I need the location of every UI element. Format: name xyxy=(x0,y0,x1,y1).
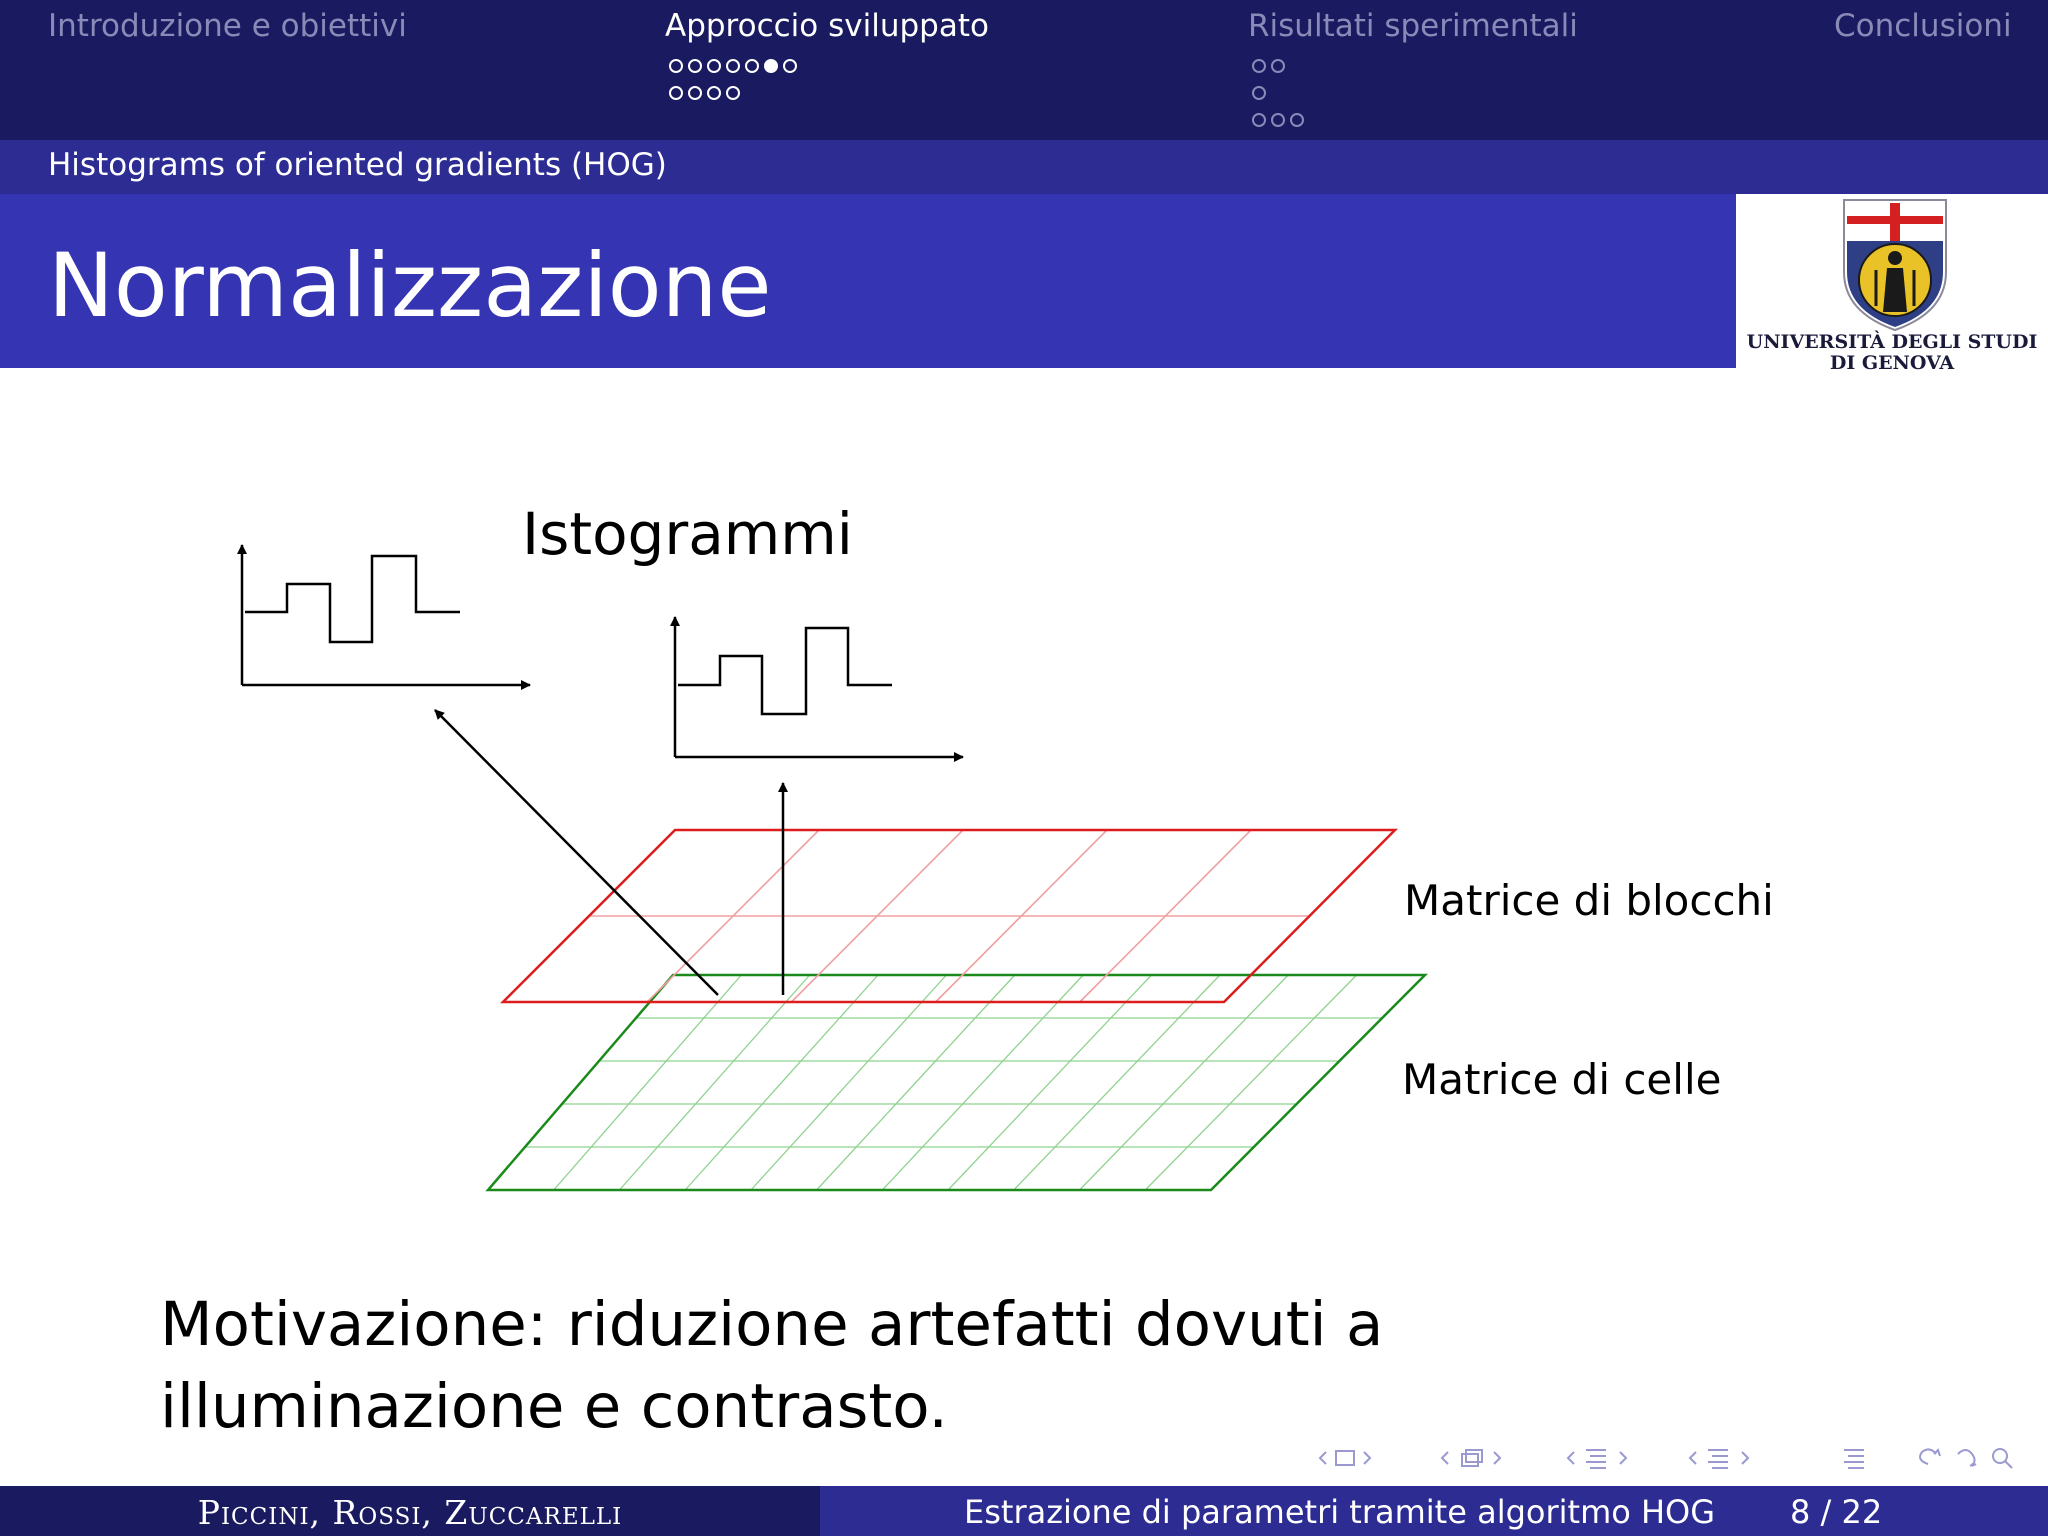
histogram-2 xyxy=(675,617,963,757)
document-navigation-icon[interactable] xyxy=(1690,1450,1748,1468)
cell-matrix xyxy=(488,975,1425,1190)
cell-matrix-label: Matrice di celle xyxy=(1402,1055,1722,1104)
histogram-1 xyxy=(242,545,530,685)
section-navigation-icon[interactable] xyxy=(1568,1450,1626,1468)
nav-section-approccio[interactable]: Approccio sviluppato xyxy=(665,8,989,44)
subsection-title: Histograms of oriented gradients (HOG) xyxy=(48,147,667,183)
frame-title: Normalizzazione xyxy=(48,234,772,337)
nav-section-introduzione[interactable]: Introduzione e obiettivi xyxy=(48,8,407,44)
footer-authors: Piccini, Rossi, Zuccarelli xyxy=(197,1493,623,1532)
appendix-icon[interactable] xyxy=(1844,1450,1864,1468)
histograms-label: Istogrammi xyxy=(522,500,853,568)
back-forward-search-icon[interactable] xyxy=(1920,1449,2012,1468)
cell-grid-line xyxy=(948,975,1151,1190)
nav-section-risultati[interactable]: Risultati sperimentali xyxy=(1248,8,1578,44)
university-name-line1: UNIVERSITÀ DEGLI STUDI xyxy=(1746,331,2038,353)
university-name-line2: DI GENOVA xyxy=(1829,352,1955,374)
cell-grid-line xyxy=(882,975,1083,1190)
cell-grid-line xyxy=(1145,975,1356,1190)
cell-matrix-border xyxy=(488,975,1425,1190)
motivation-text: Motivazione: riduzione artefatti dovuti a illuminazione e contrasto. xyxy=(160,1289,1384,1442)
footer-page-number: 8 / 22 xyxy=(1790,1493,1883,1531)
cell-grid-line xyxy=(1080,975,1289,1190)
frame-navigation-icon[interactable] xyxy=(1320,1451,1370,1465)
block-matrix-label: Matrice di blocchi xyxy=(1404,876,1774,925)
nav-section-conclusioni[interactable]: Conclusioni xyxy=(1834,8,2012,44)
footer-talk-title: Estrazione di parametri tramite algoritmo HOG xyxy=(964,1493,1716,1531)
beamer-navigation-symbols xyxy=(1316,1440,2036,1476)
cell-grid-line xyxy=(817,975,1015,1190)
subsection-navigation-icon[interactable] xyxy=(1442,1450,1500,1466)
cell-grid-line xyxy=(1014,975,1220,1190)
